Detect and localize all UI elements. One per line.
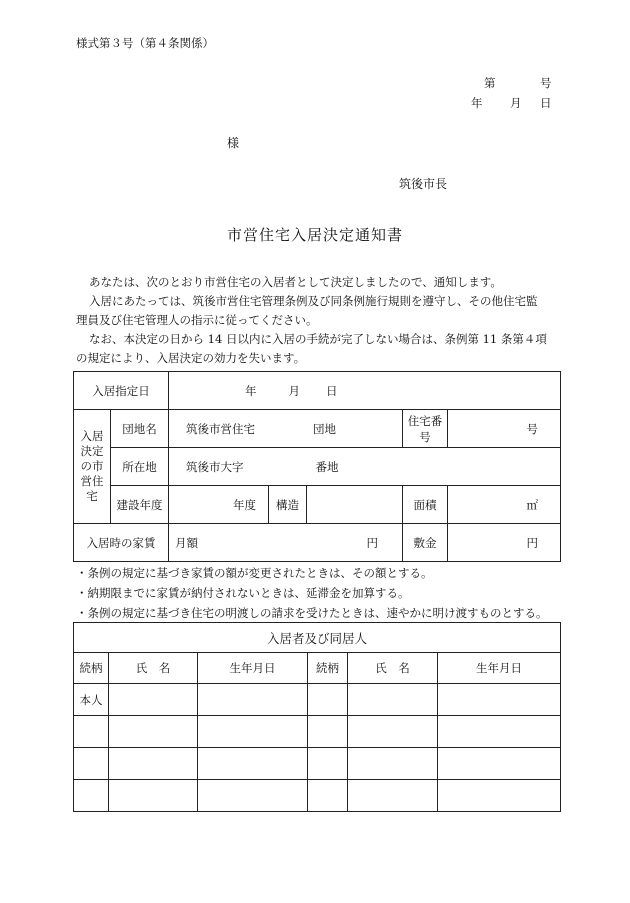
move-in-year: 年: [245, 383, 257, 398]
residents-table-title: 入居者及び同居人: [74, 623, 561, 653]
doc-number-prefix: 第: [484, 76, 496, 90]
body-paragraph-2-line-1: 入居にあたっては、筑後市営住宅管理条例及び同条例施行規則を遵守し、その他住宅監: [89, 294, 538, 308]
table-cell: [438, 684, 561, 716]
housing-group-label: [74, 410, 111, 524]
table-cell: [348, 780, 438, 812]
table-cell: [308, 780, 348, 812]
body-paragraph-3-line-2: の規定により、入居決定の効力を失います。: [76, 351, 306, 365]
built-year-label: 建設年度: [111, 486, 169, 524]
built-year-suffix: 年度: [169, 486, 269, 524]
body-paragraph-1: あなたは、次のとおり市営住宅の入居者として決定しましたので、通知します。: [89, 275, 502, 289]
table-cell: [348, 748, 438, 780]
housing-group-line-2: 決定: [80, 444, 104, 458]
complex-name-value: 筑後市営住宅: [186, 421, 255, 436]
document-title: 市営住宅入居決定通知書: [226, 226, 403, 244]
table-cell: [198, 748, 308, 780]
table-cell: [308, 684, 348, 716]
date-month: 月: [510, 96, 522, 110]
complex-name-label: 団地名: [111, 410, 169, 448]
sender-name: 筑後市長: [399, 177, 448, 191]
rent-label: 入居時の家賃: [74, 524, 169, 562]
date-day: 日: [540, 96, 552, 110]
form-number: 様式第３号（第４条関係）: [76, 36, 214, 50]
move-in-day: 日: [326, 383, 338, 398]
table-cell: [438, 716, 561, 748]
housing-group-line-4: 営住: [80, 474, 104, 488]
deposit-unit: 円: [448, 524, 561, 562]
complex-name-field: [169, 410, 403, 448]
table-cell: [308, 748, 348, 780]
table-row: [74, 780, 561, 812]
table-cell: [74, 780, 109, 812]
note-eviction: ・条例の規定に基づき住宅の明渡しの請求を受けたときは、速やかに明け渡すものとする。: [76, 606, 548, 620]
col-name-2: 氏 名: [348, 653, 438, 684]
location-label: 所在地: [111, 448, 169, 486]
housing-group-line-3: の市: [80, 459, 104, 473]
table-cell: [109, 684, 198, 716]
col-birthdate-2: 生年月日: [438, 653, 561, 684]
unit-number-suffix: 号: [448, 410, 561, 448]
rent-monthly-label: 月額: [175, 535, 198, 550]
table-cell: [109, 716, 198, 748]
body-text: [76, 273, 566, 368]
residents-header-row: [74, 653, 561, 684]
move-in-month: 月: [288, 383, 300, 398]
col-birthdate-1: 生年月日: [198, 653, 308, 684]
table-cell: [198, 716, 308, 748]
table-row: [74, 748, 561, 780]
doc-number-suffix: 号: [540, 76, 552, 90]
deposit-label: 敷金: [403, 524, 448, 562]
table-cell: [438, 780, 561, 812]
table-row: [74, 684, 561, 716]
body-paragraph-2-line-2: 理員及び住宅管理人の指示に従ってください。: [76, 313, 318, 327]
structure-label: 構造: [269, 486, 307, 524]
date-year: 年: [471, 96, 483, 110]
rent-unit: 円: [366, 535, 378, 550]
area-label: 面積: [403, 486, 448, 524]
note-late-fee: ・納期限までに家賃が納付されないときは、延滞金を加算する。: [76, 586, 410, 600]
table-cell: [198, 780, 308, 812]
col-name-1: 氏 名: [109, 653, 198, 684]
table-cell: [109, 748, 198, 780]
col-relation-2: 続柄: [308, 653, 348, 684]
location-value: 筑後市大字: [186, 459, 244, 474]
first-row-relation: 本人: [74, 684, 109, 716]
decision-table: [73, 371, 561, 562]
col-relation-1: 続柄: [74, 653, 109, 684]
unit-number-label: 住宅番号: [403, 410, 448, 448]
table-cell: [308, 716, 348, 748]
rent-field: [169, 524, 403, 562]
housing-group-line-5: 宅: [86, 489, 98, 503]
complex-suffix: 団地: [313, 421, 336, 436]
note-rent-change: ・条例の規定に基づき家賃の額が変更されたときは、その額とする。: [76, 566, 433, 580]
area-unit: ㎡: [448, 486, 561, 524]
table-cell: [74, 716, 109, 748]
move-in-date-field: [169, 372, 561, 410]
location-suffix: 番地: [315, 459, 339, 474]
table-cell: [74, 748, 109, 780]
structure-value: [307, 486, 403, 524]
table-cell: [198, 684, 308, 716]
location-field: [169, 448, 561, 486]
addressee-suffix: 様: [227, 136, 240, 150]
table-row: [74, 716, 561, 748]
table-cell: [348, 716, 438, 748]
table-cell: [438, 748, 561, 780]
table-cell: [109, 780, 198, 812]
housing-group-line-1: 入居: [80, 429, 104, 443]
body-paragraph-3-line-1: なお、本決定の日から 14 日以内に入居の手続が完了しない場合は、条例第 11 条第４項: [89, 332, 547, 346]
table-cell: [348, 684, 438, 716]
residents-table: [73, 622, 561, 812]
move-in-date-label: 入居指定日: [74, 372, 169, 410]
